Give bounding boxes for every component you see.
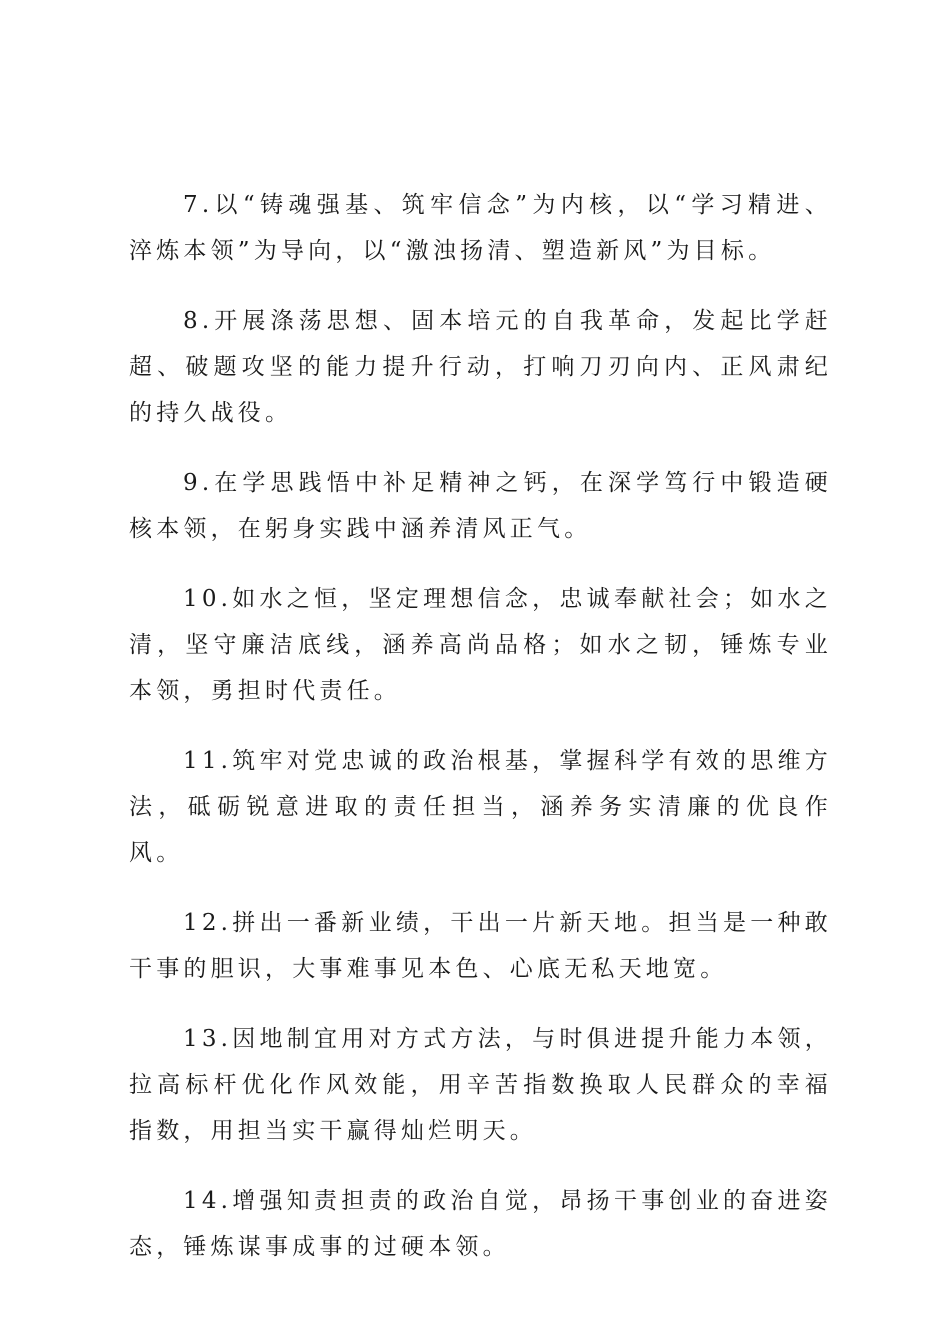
paragraph-9: 9.在学思践悟中补足精神之钙，在深学笃行中锻造硬核本领，在躬身实践中涵养清风正气。	[129, 470, 832, 542]
paragraph-13: 13.因地制宜用对方式方法，与时俱进提升能力本领，拉高标杆优化作风效能，用辛苦指数换取人民群众的幸福指数，用担当实干赢得灿烂明天。	[129, 1026, 832, 1144]
paragraph-10: 10.如水之恒，坚定理想信念，忠诚奉献社会；如水之清，坚守廉洁底线，涵养高尚品格；如水之韧，锤炼专业本领，勇担时代责任。	[129, 586, 832, 704]
paragraph-8: 8.开展涤荡思想、固本培元的自我革命，发起比学赶超、破题攻坚的能力提升行动，打响刀刃向内、正风肃纪的持久战役。	[129, 308, 832, 426]
paragraph-11: 11.筑牢对党忠诚的政治根基，掌握科学有效的思维方法，砥砺锐意进取的责任担当，涵养务实清廉的优良作风。	[129, 748, 832, 866]
paragraph-14: 14.增强知责担责的政治自觉，昂扬干事创业的奋进姿态，锤炼谋事成事的过硬本领。	[129, 1188, 832, 1260]
paragraph-7: 7.以“铸魂强基、筑牢信念”为内核，以“学习精进、淬炼本领”为导向，以“激浊扬清、塑造新风”为目标。	[129, 192, 832, 264]
paragraph-12: 12.拼出一番新业绩，干出一片新天地。担当是一种敢干事的胆识，大事难事见本色、心底无私天地宽。	[129, 910, 832, 982]
document-body	[129, 182, 832, 1294]
